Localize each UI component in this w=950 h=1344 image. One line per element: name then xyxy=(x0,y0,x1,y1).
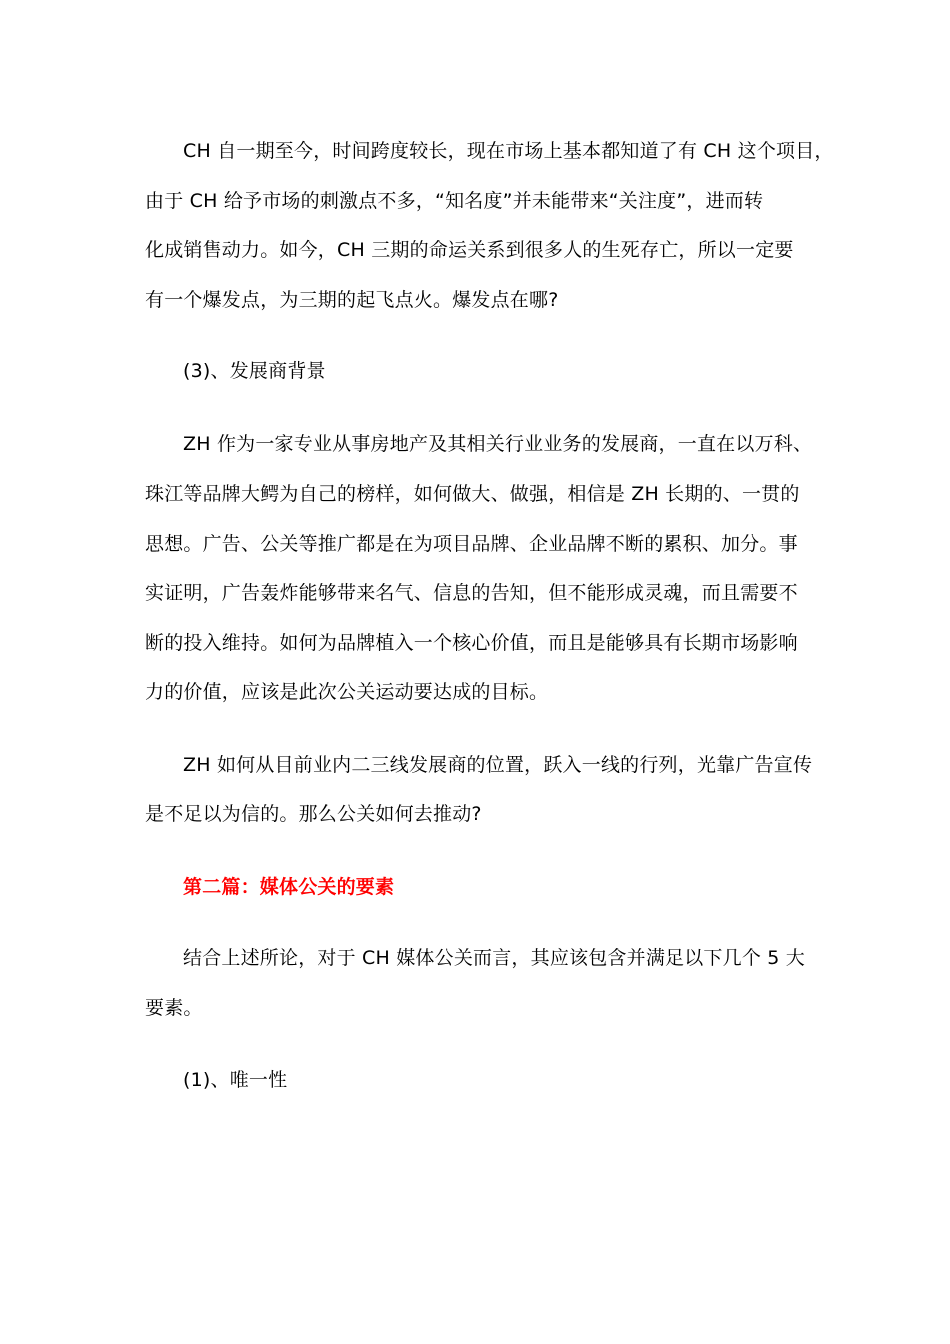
section-subheading: (1)、唯一性 xyxy=(183,1069,288,1091)
paragraph-line: 由于 CH 给予市场的刺激点不多，“知名度”并未能带来“关注度”，进而转 xyxy=(145,190,764,212)
paragraph-line: 有一个爆发点，为三期的起飞点火。爆发点在哪? xyxy=(145,289,559,311)
paragraph-line: CH 自一期至今，时间跨度较长，现在市场上基本都知道了有 CH 这个项目， xyxy=(183,140,834,162)
paragraph-line: 思想。广告、公关等推广都是在为项目品牌、企业品牌不断的累积、加分。事 xyxy=(145,533,798,555)
paragraph-line: 珠江等品牌大鳄为自己的榜样，如何做大、做强，相信是 ZH 长期的、一贯的 xyxy=(145,483,800,505)
paragraph-line: 断的投入维持。如何为品牌植入一个核心价值，而且是能够具有长期市场影响 xyxy=(145,632,798,654)
paragraph-line: 是不足以为信的。那么公关如何去推动? xyxy=(145,803,482,825)
paragraph-line: 要素。 xyxy=(145,997,203,1019)
paragraph-line: 化成销售动力。如今，CH 三期的命运关系到很多人的生死存亡，所以一定要 xyxy=(145,239,794,261)
paragraph-line: 力的价值，应该是此次公关运动要达成的目标。 xyxy=(145,681,549,703)
section-subheading: (3)、发展商背景 xyxy=(183,360,326,382)
chapter-heading: 第二篇：媒体公关的要素 xyxy=(183,876,395,898)
paragraph-line: ZH 如何从目前业内二三线发展商的位置，跃入一线的行列，光靠广告宣传 xyxy=(183,754,813,776)
paragraph-line: 实证明，广告轰炸能够带来名气、信息的告知，但不能形成灵魂，而且需要不 xyxy=(145,582,798,604)
paragraph-line: 结合上述所论，对于 CH 媒体公关而言，其应该包含并满足以下几个 5 大 xyxy=(183,947,806,969)
paragraph-line: ZH 作为一家专业从事房地产及其相关行业业务的发展商，一直在以万科、 xyxy=(183,433,813,455)
